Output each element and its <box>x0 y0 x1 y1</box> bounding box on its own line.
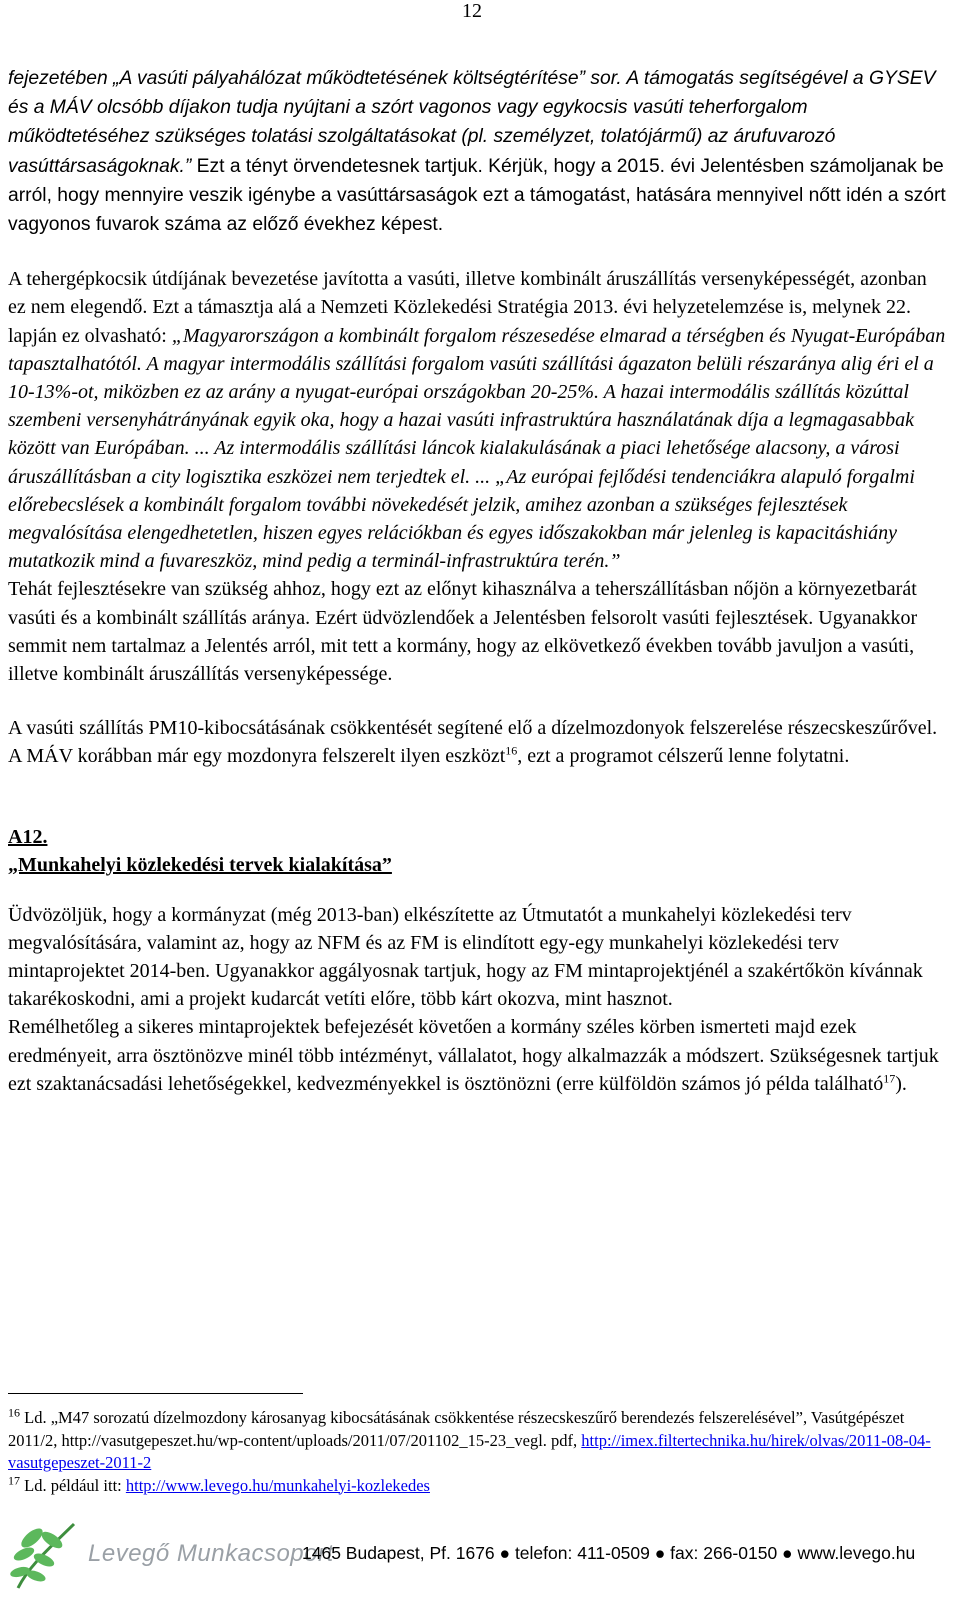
leaf-logo-icon <box>8 1518 80 1598</box>
page-footer <box>0 1510 960 1606</box>
footnote-link[interactable]: http://imex.filtertechnika.hu/hirek/olvas/2011-08-04-vasutgepeszet-2011-2 <box>8 1430 931 1472</box>
footnote-link[interactable]: http://www.levego.hu/munkahelyi-kozlekedes <box>125 1475 430 1495</box>
paragraph-text: ). <box>895 1072 907 1095</box>
footnotes <box>8 1407 946 1497</box>
paragraph-text: Remélhetőleg a sikeres mintaprojektek befejezését követően a kormány széles körben ismerteti majd ezek eredményeit, arra ösztönözve minél több intézményt, vállalatot, hogy alkalmazzák a módszert. Szükségesnek tartjuk ezt szaktanácsadási lehetőségekkel, kedvezményekkel is ösztönözni (erre külföldön számos jó példa található <box>8 1016 939 1095</box>
main-content <box>8 64 946 1098</box>
footnote-divider <box>8 1393 303 1394</box>
footnote-ref-17[interactable]: 17 <box>883 1071 896 1086</box>
footnote-16 <box>8 1407 946 1475</box>
paragraph-pilot-projects <box>8 1013 946 1098</box>
contact-info: 1465 Budapest, Pf. 1676 ● telefon: 411-0509 ● fax: 266-0150 ● www.levego.hu <box>302 1543 916 1563</box>
footnote-17 <box>8 1475 946 1498</box>
section-title: „Munkahelyi közlekedési tervek kialakítása” <box>8 853 392 876</box>
page-number: 12 <box>462 0 482 22</box>
footnote-number: 17 <box>8 1473 20 1487</box>
footnote-number: 16 <box>8 1405 20 1420</box>
quote-italic: fejezetében „A vasúti pályahálózat működtetésének költségtérítése” sor. A támogatás segítségével a GYSEV és a MÁV olcsóbb díjakon tudja nyújtani a szórt vagonos vagy egykocsis vasúti teherforgalom működtetéséhez szükséges tolatási szolgáltatásokat (pl. személyzet, tolatójármű) az árufuvarozó vasúttársaságoknak.” <box>8 68 936 177</box>
paragraph-text: A vasúti szállítás PM10-kibocsátásának csökkentését segítené elő a dízelmozdonyok felszerelése részecskeszűrővel. A MÁV korábban már egy mozdonyra felszerelt ilyen eszközt <box>8 717 938 768</box>
paragraph-pm10 <box>8 714 946 770</box>
paragraph-truck-toll <box>8 265 946 575</box>
paragraph-workplace-plans: Üdvözöljük, hogy a kormányzat (még 2013-ban) elkészítette az Útmutatót a munkahelyi közlekedési terv megvalósítására, valamint az, hogy az NFM és az FM is elindított egy-egy munkahelyi közlekedési terv mintaprojektet 2014-ben. Ugyanakkor aggályosnak tartjuk, hogy az FM mintaprojektjénél a szakértőkön kívánnak takarékoskodni, ami a projekt kudarcát vetíti előre, több kárt okozva, mint hasznot. <box>8 903 923 1011</box>
paragraph-text: , ezt a programot célszerű lenne folytatni. <box>517 745 850 768</box>
footnote-ref-16[interactable]: 16 <box>505 743 518 758</box>
section-id: A12. <box>8 825 48 848</box>
paragraph-text: Ezt a tényt örvendetesnek tartjuk. Kérjük, hogy a 2015. évi Jelentésben számoljanak be arról, hogy mennyire veszik igénybe a vasúttársaságok ezt a támogatást, hatására mennyivel nőtt idén a szórt vagyonos fuvarok száma az előző évekhez képest. <box>8 155 946 236</box>
paragraph-development: Tehát fejlesztésekre van szükség ahhoz, hogy ezt az előnyt kihasználva a teherszállításban nőjön a környezetbarát vasúti és a kombinált szállítás aránya. Ezért üdvözlendőek a Jelentésben felsorolt vasúti fejlesztések. Ugyanakkor semmit nem tartalmaz a Jelentés arról, mit tett a kormány, hogy az elkövetkező években tovább javuljon a vasúti, illetve kombinált áruszállítás versenyképessége. <box>8 578 918 686</box>
quote-italic: „Magyarországon a kombinált forgalom részesedése elmarad a térségben és Nyugat-Európában tapasztalhatótól. A magyar intermodális szállítási forgalom vasúti szállítási ágazaton belüli részaránya alig éri el a 10-13%-ot, miközben ez az arány a nyugat-európai országokban 20-25%. A hazai intermodális szállítás közúttal szembeni versenyhátrányának egyik oka, hogy a hazai vasúti infrastruktúra használatának díja a legmagasabbak között van Európában. ... Az intermodális szállítási láncok kialakulásának a piaci lehetősége alacsony, a városi áruszállításban a city logisztika eszközei nem terjedtek el. ... „Az európai fejlődési tendenciákra alapuló forgalmi előrebecslések a kombinált forgalom további növekedését jelzik, amihez azonban a szükséges fejlesztések megvalósítása elengedhetetlen, hiszen egyes relációkban és egyes időszakokban már jelenleg is kapacitáshiány mutatkozik mind a fuvareszköz, mind pedig a terminál-infrastruktúra terén.” <box>8 324 946 573</box>
brand-name: Levegő Munkacsoport <box>88 1540 334 1567</box>
footnote-text: Ld. „M47 sorozatú dízelmozdony károsanyag kibocsátásának csökkentése részecskeszűrő berendezés felszerelésével”, Vasútgépészet 2011/2, http://vasutgepeszet.hu/wp-content/uploads/2011/07/201102_15-23_vegl. pdf, <box>8 1408 905 1450</box>
paragraph-rail-support <box>8 64 946 239</box>
footnote-text: Ld. például itt: <box>20 1475 126 1495</box>
paragraph-text: A tehergépkocsik útdíjának bevezetése javította a vasúti, illetve kombinált áruszállítás versenyképességét, azonban ez nem elegendő. Ezt a támasztja alá a Nemzeti Közlekedési Stratégia 2013. évi helyzetelemzése is, melynek 22. lapján ez olvasható: <box>8 268 927 347</box>
